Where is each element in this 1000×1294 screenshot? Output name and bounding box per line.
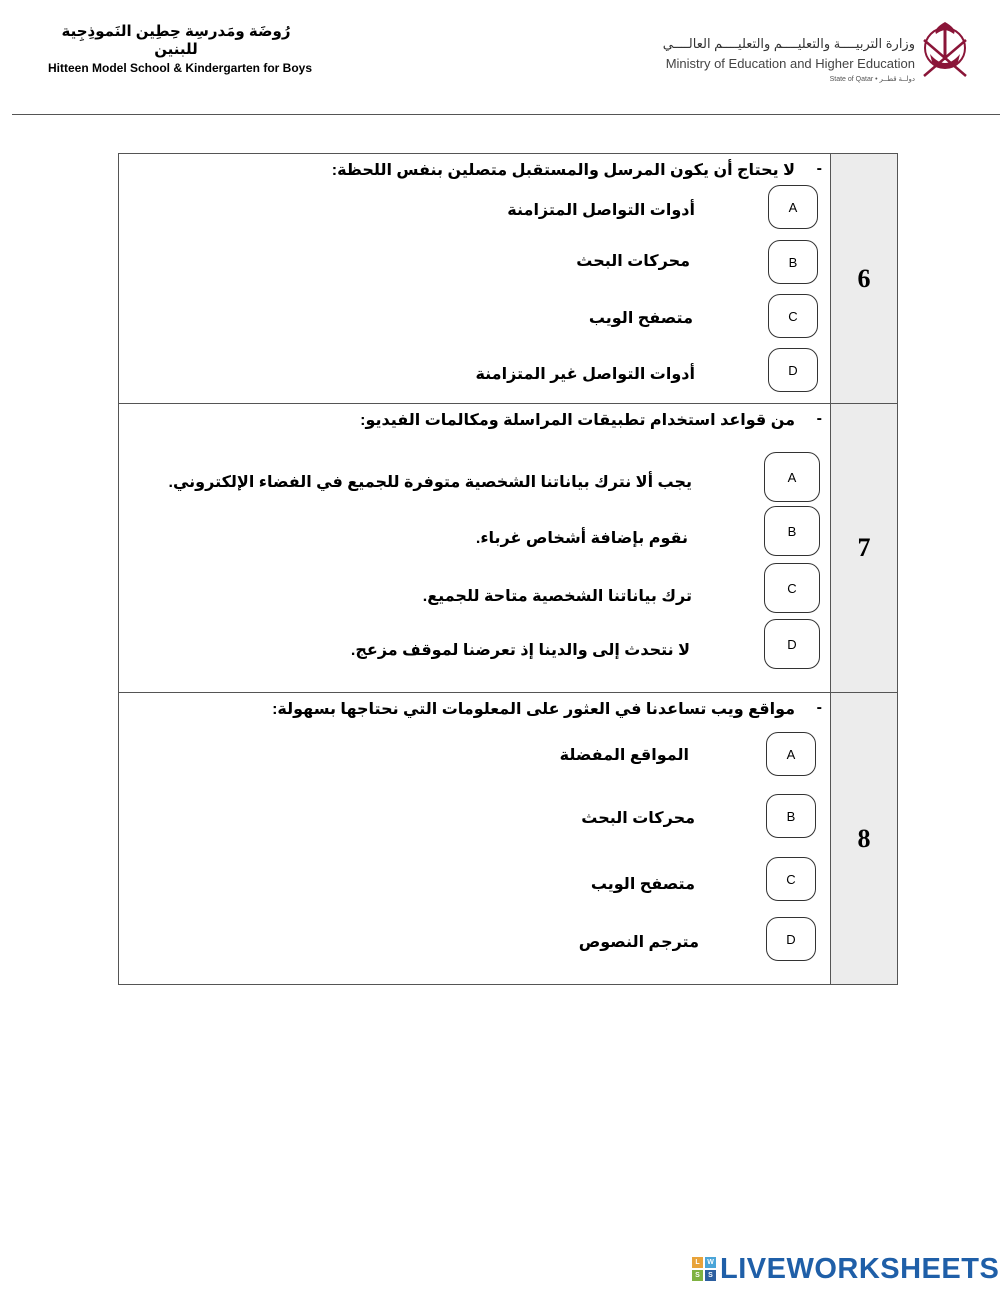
school-name-arabic: رُوضَة ومَدرسِة حِطِين النَموذِجِية للبنين (61, 23, 291, 58)
option-box-c[interactable]: C (768, 294, 818, 338)
option-text: متصفح الويب (588, 310, 693, 327)
option-box-a[interactable]: A (768, 185, 818, 229)
option-text: المواقع المفضلة (559, 747, 689, 764)
option-text: يجب ألا نترك بياناتنا الشخصية متوفرة للجميع في الفضاء الإلكتروني. (168, 474, 692, 491)
question-dash: - (816, 160, 822, 177)
option-text: محركات البحث (581, 810, 695, 827)
logo-tile: L (692, 1257, 703, 1268)
question-number: 6 (831, 154, 898, 404)
logo-tile: S (705, 1270, 716, 1281)
option-box-a[interactable]: A (766, 732, 816, 776)
question-dash: - (816, 410, 822, 427)
option-text: أدوات التواصل المتزامنة (507, 202, 695, 219)
school-name-english: Hitteen Model School & Kindergarten for Boys (47, 61, 313, 75)
question-content (119, 693, 831, 985)
question-table (118, 153, 898, 985)
question-content (119, 154, 831, 404)
question-row (119, 693, 898, 985)
option-box-a[interactable]: A (764, 452, 820, 502)
option-text: نقوم بإضافة أشخاص غرباء. (475, 530, 688, 547)
option-box-b[interactable]: B (764, 506, 820, 556)
option-text: مترجم النصوص (578, 934, 699, 951)
qatar-emblem-icon (918, 14, 972, 86)
question-dash: - (816, 699, 822, 716)
option-text: ترك بياناتنا الشخصية متاحة للجميع. (422, 588, 692, 605)
option-box-d[interactable]: D (768, 348, 818, 392)
liveworksheets-logo[interactable] (692, 1252, 999, 1286)
question-text: مواقع ويب تساعدنا في العثور على المعلومات التي نحتاجها بسهولة: (272, 701, 795, 718)
question-row (119, 404, 898, 693)
option-box-b[interactable]: B (768, 240, 818, 284)
question-number: 8 (831, 693, 898, 985)
question-content (119, 404, 831, 693)
option-box-d[interactable]: D (764, 619, 820, 669)
option-text: محركات البحث (576, 253, 690, 270)
question-number: 7 (831, 404, 898, 693)
option-box-c[interactable]: C (766, 857, 816, 901)
question-text: من قواعد استخدام تطبيقات المراسلة ومكالمات الفيديو: (360, 412, 795, 429)
liveworksheets-icon (692, 1257, 716, 1281)
logo-tile: W (705, 1257, 716, 1268)
logo-tile: S (692, 1270, 703, 1281)
state-of-qatar-label: State of Qatar • دولــة قطــر (829, 76, 915, 83)
ministry-name-english: Ministry of Education and Higher Education (665, 56, 915, 71)
brand-name: LIVEWORKSHEETS (720, 1252, 1000, 1285)
option-box-d[interactable]: D (766, 917, 816, 961)
option-box-c[interactable]: C (764, 563, 820, 613)
option-text: أدوات التواصل غير المتزامنة (475, 366, 695, 383)
option-box-b[interactable]: B (766, 794, 816, 838)
option-text: لا نتحدث إلى والدينا إذ تعرضنا لموقف مزعج. (350, 642, 690, 659)
question-text: لا يحتاج أن يكون المرسل والمستقبل متصلين بنفس اللحظة: (331, 162, 795, 179)
ministry-name-arabic: وزارة التربيــــة والتعليــــم والتعليــــم العالــــي (662, 36, 915, 51)
header-divider (12, 114, 1000, 115)
question-row (119, 154, 898, 404)
option-text: متصفح الويب (590, 876, 695, 893)
